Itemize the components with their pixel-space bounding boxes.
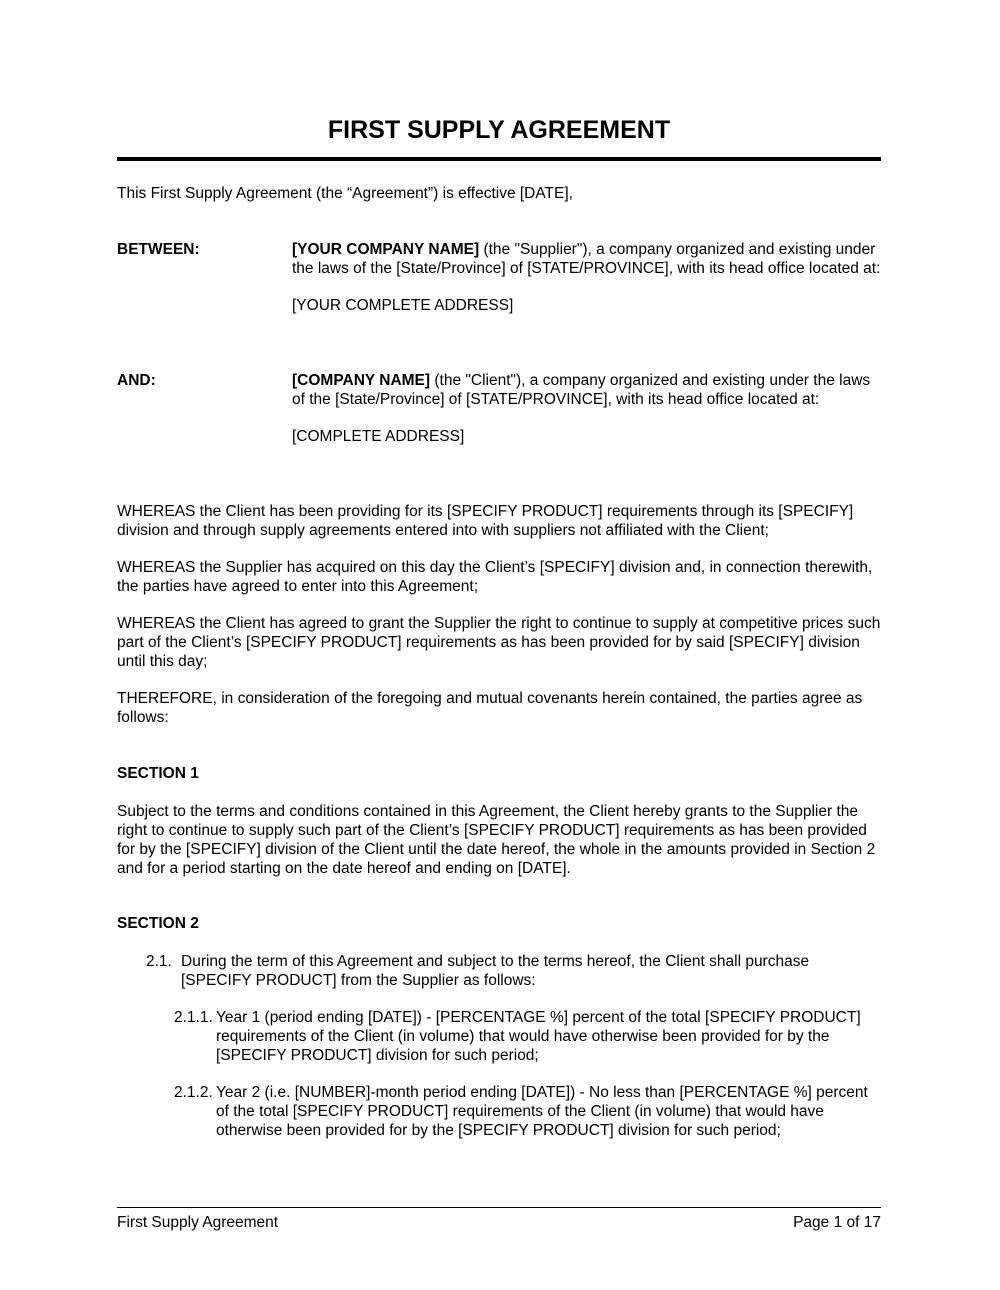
section-2-heading: SECTION 2 xyxy=(117,915,199,932)
intro-paragraph: This First Supply Agreement (the “Agreement”) is effective [DATE], xyxy=(117,185,573,202)
party-between-label: BETWEEN: xyxy=(117,241,200,258)
client-address: [COMPLETE ADDRESS] xyxy=(292,428,465,445)
party-and-label: AND: xyxy=(117,372,156,389)
client-description: (the "Client"), a company organized and existing under the laws of the [State/Province] of [STATE/PROVINCE], with its head office located at: xyxy=(292,372,871,408)
recital-paragraph: WHEREAS the Client has been providing for its [SPECIFY PRODUCT] requirements through its [SPECIFY] division and through supply agreements entered into with suppliers not affiliated with the Client; xyxy=(117,503,854,539)
section-1-body: Subject to the terms and conditions contained in this Agreement, the Client hereby grants to the Supplier the right to continue to supply such part of the Client’s [SPECIFY PRODUCT] requirements as has been provided for by the [SPECIFY] division of the Client until the date hereof, the whole in the amounts provided in Section 2 and for a period starting on the date hereof and ending on [DATE]. xyxy=(117,803,876,877)
recital-paragraph: WHEREAS the Supplier has acquired on this day the Client’s [SPECIFY] division and, in connection therewith, the parties have agreed to enter into this Agreement; xyxy=(117,559,873,595)
document-title: FIRST SUPPLY AGREEMENT xyxy=(327,116,671,144)
supplier-name: [YOUR COMPANY NAME] xyxy=(292,241,480,258)
clause-text: During the term of this Agreement and subject to the terms hereof, the Client shall purchase [SPECIFY PRODUCT] from the Supplier as follows: xyxy=(181,953,810,989)
section-1-heading: SECTION 1 xyxy=(117,765,199,782)
footer-page-number: Page 1 of 17 xyxy=(793,1214,881,1231)
party-between-body xyxy=(292,240,884,333)
section-2 xyxy=(117,914,881,1158)
therefore-paragraph: THEREFORE, in consideration of the foregoing and mutual covenants herein contained, the parties agree as follows: xyxy=(117,690,863,726)
footer-divider xyxy=(117,1207,881,1208)
clause-number: 2.1. xyxy=(146,953,172,970)
clause-2-1-1 xyxy=(117,1008,881,1065)
client-name: [COMPANY NAME] xyxy=(292,372,431,389)
clause-2-1 xyxy=(117,952,881,990)
clause-text: Year 1 (period ending [DATE]) - [PERCENTAGE %] percent of the total [SPECIFY PRODUCT] requirements of the Client (in volume) that would have otherwise been provided for by the [SPECIFY PRODUCT] division for such period; xyxy=(216,1009,861,1064)
document-page xyxy=(117,0,881,1290)
clause-number: 2.1.1. xyxy=(174,1009,213,1026)
party-and-description xyxy=(292,371,884,409)
party-between-description xyxy=(292,240,884,278)
footer-document-name: First Supply Agreement xyxy=(117,1214,279,1231)
clause-number: 2.1.2. xyxy=(174,1084,213,1101)
recital-paragraph: WHEREAS the Client has agreed to grant the Supplier the right to continue to supply at competitive prices such part of the Client’s [SPECIFY PRODUCT] requirements as has been provided for by said [SPECIFY] division until this day; xyxy=(117,615,881,670)
section-1 xyxy=(117,764,881,896)
recitals xyxy=(117,502,881,745)
supplier-address: [YOUR COMPLETE ADDRESS] xyxy=(292,297,514,314)
supplier-description: (the "Supplier"), a company organized and existing under the laws of the [State/Province] of [STATE/PROVINCE], with its head office located at: xyxy=(292,241,881,277)
clause-2-1-2 xyxy=(117,1083,881,1140)
party-and-body xyxy=(292,371,884,464)
clause-text: Year 2 (i.e. [NUMBER]-month period ending [DATE]) - No less than [PERCENTAGE %] percent of the total [SPECIFY PRODUCT] requirements of the Client (in volume) that would have otherwise been provided for by the [SPECIFY PRODUCT] division for such period; xyxy=(216,1084,868,1139)
title-divider xyxy=(117,157,881,161)
